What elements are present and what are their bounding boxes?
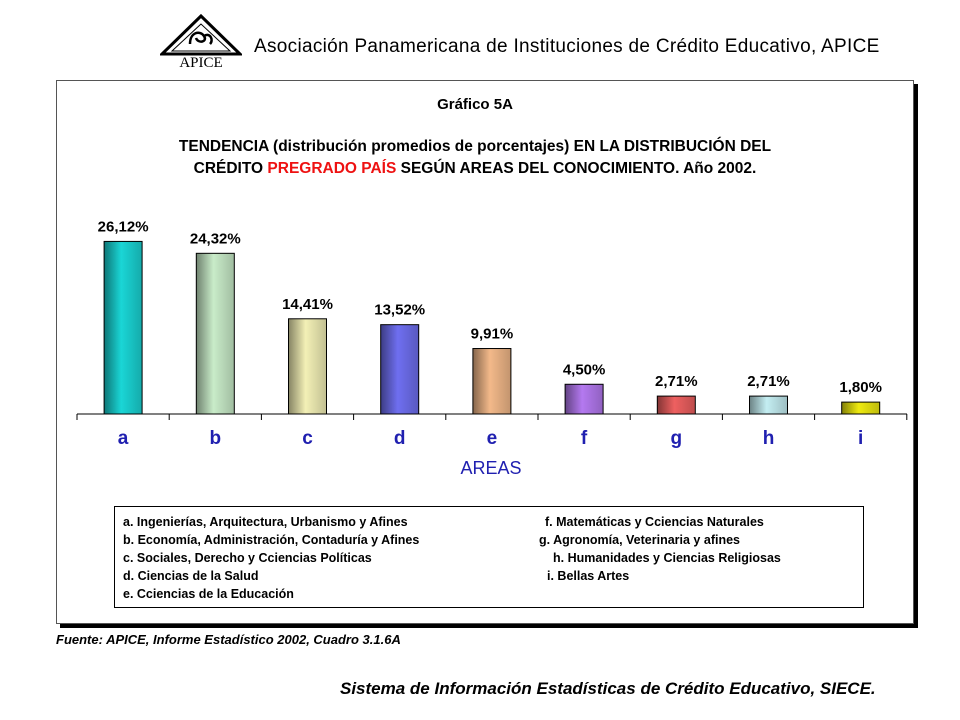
bar-e: [473, 349, 511, 414]
subtitle-highlight: PREGRADO PAÍS: [267, 160, 397, 177]
tick-label-b: b: [209, 428, 222, 449]
bar-d: [381, 325, 419, 414]
data-label-i: 1,80%: [839, 379, 882, 397]
data-label-b: 24,32%: [189, 230, 241, 248]
subtitle-post: SEGÚN AREAS DEL CONOCIMIENTO. Año 2002.: [396, 160, 757, 177]
tick-label-i: i: [858, 428, 864, 449]
data-label-c: 14,41%: [282, 295, 333, 313]
org-title: Asociación Panamericana de Instituciones de Crédito Educativo, APICE: [254, 36, 880, 57]
apice-logo: [160, 14, 242, 70]
tick-label-a: a: [117, 428, 129, 449]
tick-label-f: f: [580, 428, 588, 449]
data-label-f: 4,50%: [562, 361, 606, 379]
legend-item-d: d. Ciencias de la Salud: [123, 569, 259, 583]
apice-logo-mark: [160, 14, 242, 70]
chart-subtitle-line2: [194, 159, 757, 177]
tick-label-d: d: [393, 428, 406, 449]
tick-label-c: c: [302, 428, 313, 449]
bar-a: [104, 241, 142, 414]
bar-i: [842, 402, 880, 414]
legend-item-i: i. Bellas Artes: [547, 569, 630, 583]
bar-g: [657, 396, 695, 414]
bar-c: [289, 319, 327, 414]
source-note: Fuente: APICE, Informe Estadístico 2002, Cuadro 3.1.6A: [56, 632, 401, 647]
subtitle-pre: CRÉDITO: [193, 160, 268, 177]
bar-h: [750, 396, 788, 414]
tick-label-e: e: [486, 428, 498, 449]
footer-text: Sistema de Información Estadísticas de Crédito Educativo, SIECE.: [340, 679, 876, 698]
legend-item-a: a. Ingenierías, Arquitectura, Urbanismo y Afines: [123, 515, 408, 529]
legend-item-b: b. Economía, Administración, Contaduría y Afines: [123, 533, 420, 547]
legend-item-g: g. Agronomía, Veterinaria y afines: [539, 533, 740, 547]
x-axis-ticks: [77, 414, 907, 449]
x-axis-label: AREAS: [460, 458, 522, 478]
data-label-a: 26,12%: [97, 218, 149, 236]
legend-item-e: e. Cciencias de la Educación: [123, 587, 294, 601]
tick-label-g: g: [670, 428, 683, 449]
tick-label-h: h: [762, 428, 775, 449]
chart-title: Gráfico 5A: [437, 96, 513, 113]
data-label-g: 2,71%: [655, 373, 698, 391]
bars-group: [98, 218, 882, 414]
data-label-e: 9,91%: [470, 325, 514, 343]
legend-item-h: h. Humanidades y Ciencias Religiosas: [553, 551, 781, 565]
legend-item-c: c. Sociales, Derecho y Cciencias Políticas: [123, 551, 372, 565]
bar-b: [196, 253, 234, 414]
bar-f: [565, 384, 603, 414]
logo-text: APICE: [179, 55, 223, 70]
data-label-d: 13,52%: [374, 301, 426, 319]
legend-item-f: f. Matemáticas y Cciencias Naturales: [545, 515, 764, 529]
chart-subtitle-line1: TENDENCIA (distribución promedios de porcentajes) EN LA DISTRIBUCIÓN DEL: [178, 138, 772, 155]
data-label-h: 2,71%: [747, 373, 790, 391]
chart-legend: [114, 506, 864, 608]
